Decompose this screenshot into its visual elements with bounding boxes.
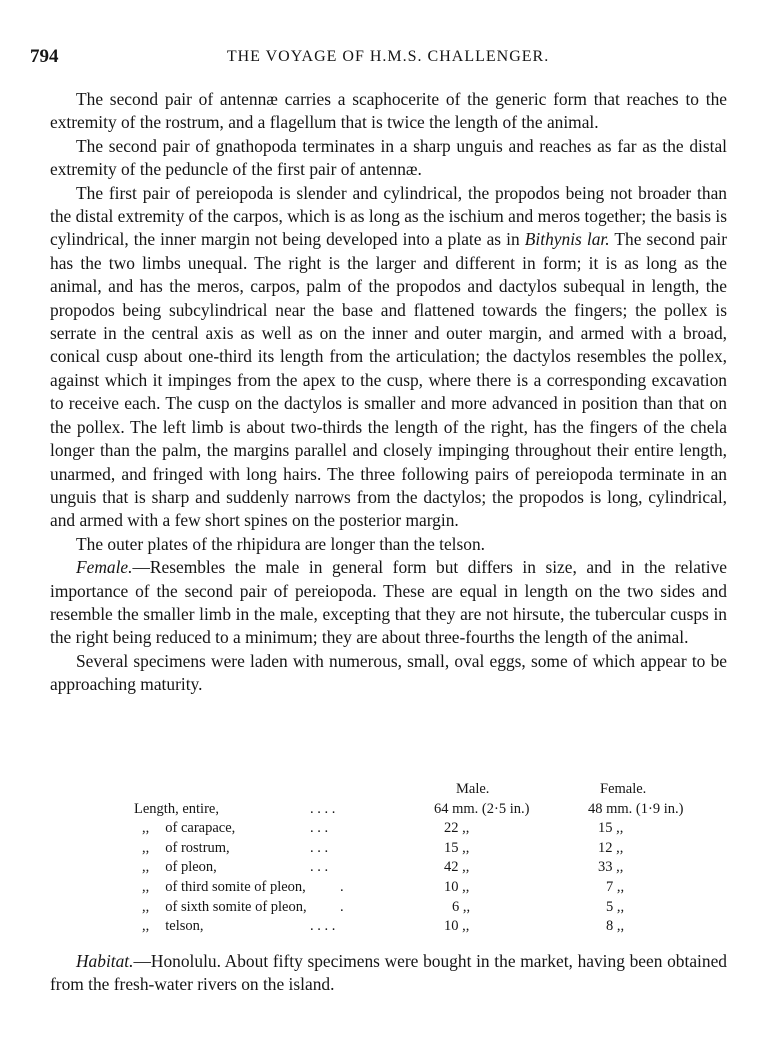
female-value: 8 ,, [606, 918, 625, 935]
table-row [134, 898, 716, 918]
table-row [134, 839, 716, 859]
table-row [134, 800, 716, 820]
female-value: 5 ,, [606, 898, 625, 915]
row-dots: . [340, 898, 344, 915]
table-row [134, 858, 716, 878]
table-row [134, 819, 716, 839]
paragraph-text: The first pair of pereiopoda is slender and cylindrical, the propodos being not broader than the distal extremity of the carpos, which is as long as the ischium and meros together; the basis is cylindrical, the inner margin not being developed into a plate as in [50, 182, 727, 250]
habitat-label: Habitat. [76, 951, 134, 971]
paragraph-habitat [50, 950, 727, 997]
table-header-row [134, 780, 716, 800]
measurements-table [134, 780, 716, 937]
species-name: Bithynis lar. [524, 229, 610, 250]
female-header: Female. [600, 781, 647, 797]
paragraph-gnathopoda: The second pair of gnathopoda terminates in a sharp unguis and reaches as far as the distal extremity of the peduncle of the first pair of antennæ. [50, 135, 727, 180]
female-value: 33 ,, [598, 859, 624, 876]
habitat-section [50, 950, 727, 997]
paragraph-pereiopoda [50, 182, 727, 533]
row-label: Length, entire, [134, 800, 219, 817]
row-label: ,, of sixth somite of pleon, [142, 898, 307, 915]
table-row [134, 917, 716, 937]
row-label: ,, of carapace, [142, 820, 236, 837]
male-header: Male. [456, 781, 490, 797]
female-value: 15 ,, [598, 820, 624, 837]
table-row [134, 878, 716, 898]
male-value: 42 ,, [444, 859, 470, 876]
row-label: ,, of third somite of pleon, [142, 878, 306, 895]
row-dots: . . . . [310, 800, 336, 817]
row-dots: . . . . [310, 918, 336, 935]
paragraph-female [50, 556, 727, 650]
male-value: 64 mm. (2·5 in.) [434, 800, 530, 817]
paragraph-text: —Honolulu. About fifty specimens were bought in the market, having been obtained from the fresh-water rivers on the island. [50, 951, 727, 995]
row-dots: . [340, 878, 344, 895]
paragraph-text: —Resembles the male in general form but differs in size, and in the relative importance of the second pair of pereiopoda. These are equal in length on the two sides and resemble the smaller limb in the male, excepting that they are not hirsute, the tubercular cusps in the right being reduced to a minimum; they are about three-fourths the length of the animal. [50, 557, 727, 648]
male-value: 6 ,, [452, 898, 471, 915]
page-number: 794 [30, 46, 59, 67]
row-label: ,, of pleon, [142, 859, 217, 876]
female-value: 12 ,, [598, 839, 624, 856]
male-value: 15 ,, [444, 839, 470, 856]
male-value: 10 ,, [444, 878, 470, 895]
row-dots: . . . [310, 820, 329, 837]
female-value: 7 ,, [606, 878, 625, 895]
paragraph-rhipidura: The outer plates of the rhipidura are longer than the telson. [76, 533, 486, 554]
female-value: 48 mm. (1·9 in.) [588, 800, 684, 817]
male-value: 22 ,, [444, 820, 470, 837]
paragraph-antennae: The second pair of antennæ carries a scaphocerite of the generic form that reaches to the extremity of the rostrum, and a flagellum that is twice the length of the animal. [50, 89, 727, 133]
row-label: ,, of rostrum, [142, 839, 230, 856]
paragraph-eggs: Several specimens were laden with numerous, small, oval eggs, some of which appear to be approaching maturity. [50, 650, 727, 695]
female-label: Female. [76, 557, 133, 578]
row-dots: . . . [310, 839, 329, 856]
body-text [50, 88, 727, 697]
row-dots: . . . [310, 859, 329, 876]
row-label: ,, telson, [142, 918, 204, 935]
running-title: THE VOYAGE OF H.M.S. CHALLENGER. [226, 48, 550, 65]
male-value: 10 ,, [444, 918, 470, 935]
paragraph-text: The second pair has the two limbs unequal. The right is the larger and different in form; it is as long as the animal, and has the meros, carpos, palm of the propodos and dactylos subequal in length, the propodos being subcylindrical near the base and flattened towards the fingers; the pollex is serrate in the central axis as well as on the inner and outer margin, and armed with a broad, conical cusp about one-third its length from the articulation; the dactylos resembles the pollex, against which it impinges from the apex to the cusp, where there is a corresponding excavation to receive each. The cusp on the dactylos is smaller and more advanced in position than that on the pollex. The left limb is about two-thirds the length of the right, has the fingers of the chela longer than the palm, the margins parallel and closely impinging throughout their entire length, unarmed, and fringed with long hairs. The three following pairs of pereiopoda terminate in an unguis that is sharp and suddenly narrows from the dactylos; the propodos is long, cylindrical, and armed with a few short spines on the posterior margin. [50, 229, 727, 531]
